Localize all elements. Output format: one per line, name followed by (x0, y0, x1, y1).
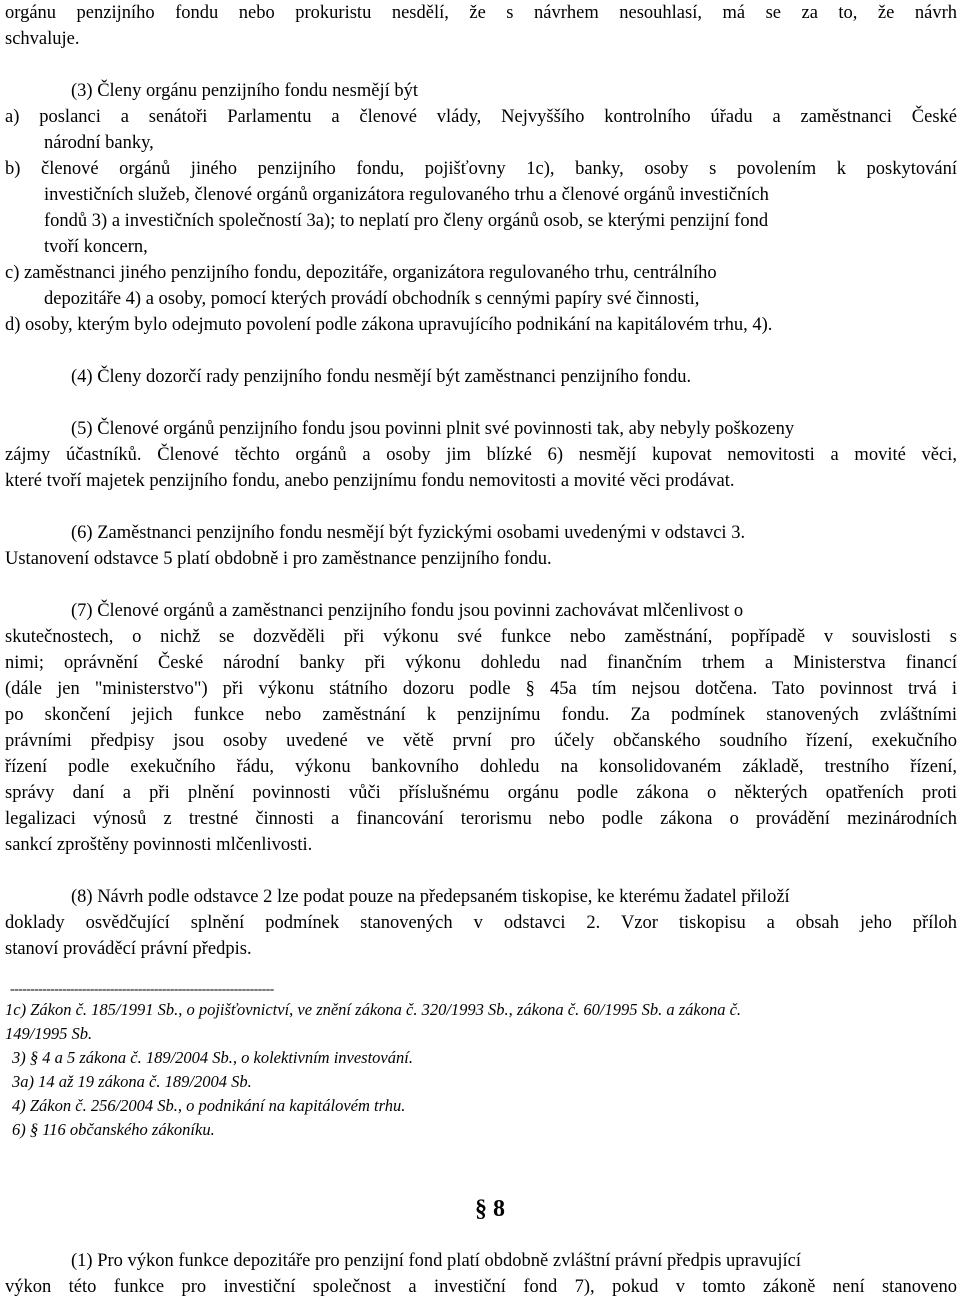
section-paragraph-1: (1) Pro výkon funkce depozitáře pro penzijní fond platí obdobně zvláštní právní předpis upravující (71, 1251, 802, 1271)
footnote-4: 4) Zákon č. 256/2004 Sb., o podnikání na kapitálovém trhu. (12, 1096, 406, 1115)
paragraph-6: (6) Zaměstnanci penzijního fondu nesmějí být fyzickými osobami uvedenými v odstavci 3. (71, 523, 746, 543)
section-heading: § 8 (475, 1196, 505, 1222)
paragraph-5-cont: které tvoří majetek penzijního fondu, anebo penzijnímu fondu nemovitosti a movité věci prodávat. (5, 471, 735, 491)
paragraph-7-cont: skutečnostech, o nichž se dozvěděli při výkonu své funkce nebo zaměstnání, popřípadě v souvislosti s (5, 627, 957, 647)
section-paragraph-1-cont: výkon této funkce pro investiční společnost a investiční fond 7), pokud v tomto zákoně není stanoveno (5, 1277, 957, 1297)
footnote-separator: ------------------------------------------------------------------ (10, 981, 274, 996)
paragraph-7-cont: po skončení jejich funkce nebo zaměstnání k penzijnímu fondu. Za podmínek stanovených zvláštními (5, 705, 957, 725)
list-item-d: d) osoby, kterým bylo odejmuto povolení podle zákona upravujícího podnikání na kapitálovém trhu, 4). (5, 315, 773, 335)
paragraph-6-cont: Ustanovení odstavce 5 platí obdobně i pro zaměstnance penzijního fondu. (5, 549, 552, 569)
list-item-a: a) poslanci a senátoři Parlamentu a členové vlády, Nejvyššího kontrolního úřadu a zaměstnanci České (5, 107, 957, 127)
paragraph-8-cont: doklady osvědčující splnění podmínek stanovených v odstavci 2. Vzor tiskopisu a obsah jeho příloh (5, 913, 957, 933)
paragraph-7-cont: nimi; oprávnění České národní banky při výkonu dohledu nad finančním trhem a Ministerstva financí (5, 653, 957, 673)
paragraph-7-cont: správy daní a při plnění povinnosti vůči příslušnému orgánu podle zákona o některých opatřeních proti (5, 783, 957, 803)
paragraph-5-cont: zájmy účastníků. Členové těchto orgánů a osoby jim blízké 6) nesmějí kupovat nemovitosti a movité věci, (5, 445, 957, 465)
list-item-c-cont: depozitáře 4) a osoby, pomocí kterých provádí obchodník s cennými papíry své činnosti, (44, 289, 700, 309)
paragraph-8-cont: stanoví prováděcí právní předpis. (5, 939, 252, 959)
document-page (5, 0, 957, 1300)
footnote-1c-cont: 149/1995 Sb. (5, 1024, 93, 1043)
list-item-b-cont: fondů 3) a investičních společností 3a); to neplatí pro členy orgánů osob, se kterými penzijní fond (44, 211, 769, 231)
paragraph-4: (4) Členy dozorčí rady penzijního fondu nesmějí být zaměstnanci penzijního fondu. (71, 367, 692, 387)
paragraph-7-cont: sankcí zproštěny povinnosti mlčenlivosti. (5, 835, 313, 855)
paragraph-7-cont: řízení podle exekučního řádu, výkonu bankovního dohledu na konsolidovaném základě, trestního řízení, (5, 757, 957, 777)
paragraph-7-cont: (dále jen "ministerstvo") při výkonu státního dozoru podle § 45a tím nejsou dotčena. Tato povinnost trvá i (5, 679, 957, 699)
footnote-3a: 3a) 14 až 19 zákona č. 189/2004 Sb. (12, 1072, 252, 1091)
paragraph-3-heading: (3) Členy orgánu penzijního fondu nesmějí být (71, 81, 418, 101)
text-line: schvaluje. (5, 29, 80, 49)
footnote-1c: 1c) Zákon č. 185/1991 Sb., o pojišťovnictví, ve znění zákona č. 320/1993 Sb., zákona č. 60/1995 Sb. a zákona č. (5, 1000, 742, 1019)
text-line: orgánu penzijního fondu nebo prokuristu nesdělí, že s návrhem nesouhlasí, má se za to, že návrh (5, 3, 957, 23)
list-item-b-cont: tvoří koncern, (44, 237, 148, 257)
footnote-3: 3) § 4 a 5 zákona č. 189/2004 Sb., o kolektivním investování. (12, 1048, 413, 1067)
list-item-c: c) zaměstnanci jiného penzijního fondu, depozitáře, organizátora regulovaného trhu, centrálního (5, 263, 717, 283)
paragraph-5: (5) Členové orgánů penzijního fondu jsou povinni plnit své povinnosti tak, aby nebyly poškozeny (71, 419, 795, 439)
list-item-b-cont: investičních služeb, členové orgánů organizátora regulovaného trhu a členové orgánů investičních (44, 185, 769, 205)
footnote-6: 6) § 116 občanského zákoníku. (12, 1120, 215, 1139)
paragraph-7: (7) Členové orgánů a zaměstnanci penzijního fondu jsou povinni zachovávat mlčenlivost o (71, 601, 744, 621)
list-item-a-cont: národní banky, (44, 133, 154, 153)
list-item-b: b) členové orgánů jiného penzijního fondu, pojišťovny 1c), banky, osoby s povolením k poskytování (5, 159, 957, 179)
paragraph-7-cont: legalizaci výnosů z trestné činnosti a financování terorismu nebo podle zákona o provádění mezinárodních (5, 809, 957, 829)
paragraph-7-cont: právními předpisy jsou osoby uvedené ve větě první pro účely občanského soudního řízení, exekučního (5, 731, 957, 751)
paragraph-8: (8) Návrh podle odstavce 2 lze podat pouze na předepsaném tiskopise, ke kterému žadatel přiloží (71, 887, 790, 907)
